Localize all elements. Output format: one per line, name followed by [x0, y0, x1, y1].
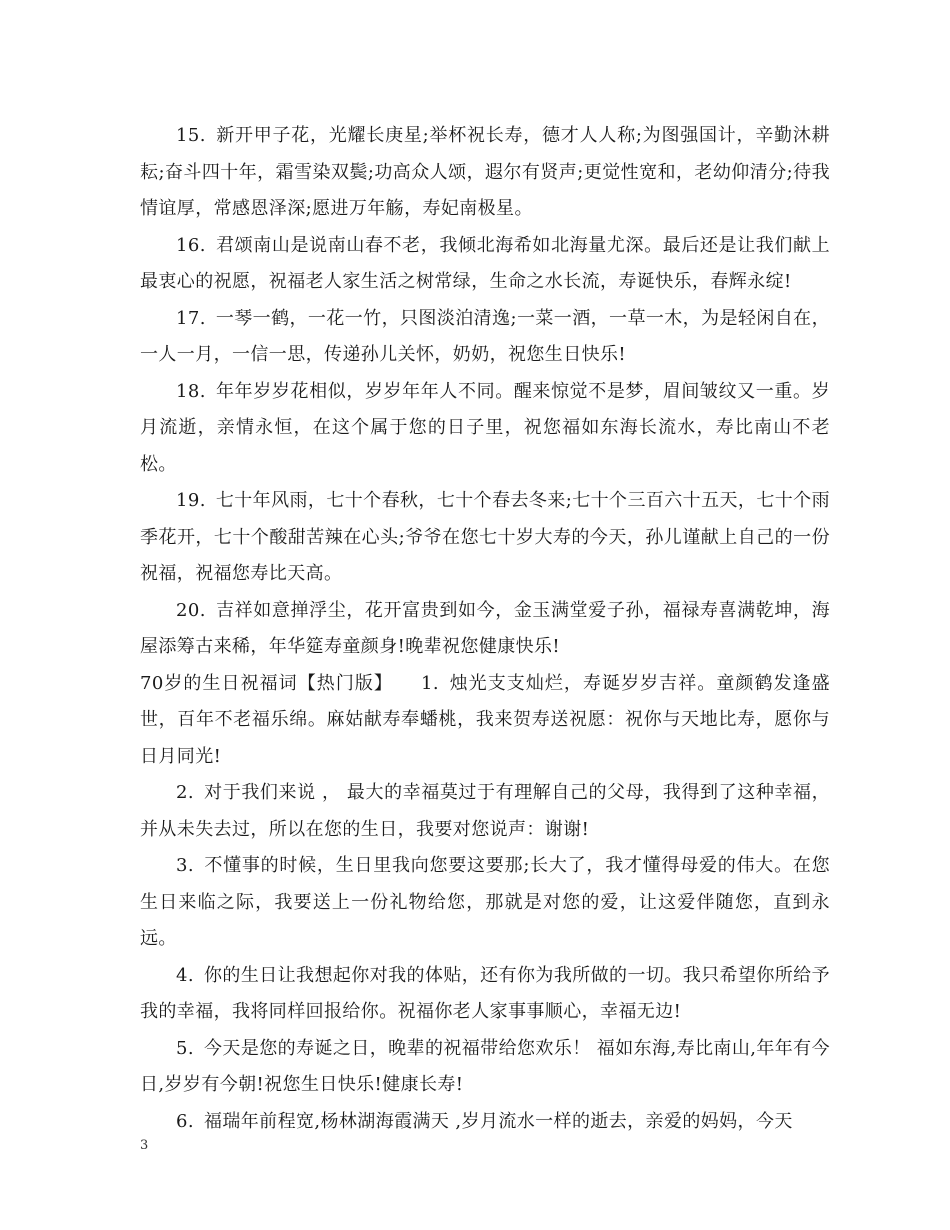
paragraph-17	[140, 301, 830, 374]
paragraph-4	[140, 958, 830, 1031]
paragraph-number: 17.	[176, 307, 206, 329]
paragraph-6	[140, 1104, 830, 1141]
paragraph-text: 你的生日让我想起你对我的体贴，还有你为我所做的一切。我只希望你所给予我的幸福，我将同样回报给你。祝福你老人家事事顺心，幸福无边!	[140, 964, 830, 1022]
section-heading: 70岁的生日祝福词【热门版】	[140, 672, 393, 694]
paragraph-number: 15.	[176, 125, 206, 146]
paragraph-number: 2.	[176, 782, 194, 803]
paragraph-text: 烛光支支灿烂，寿诞岁岁吉祥。童颜鹤发逢盛世，百年不老福乐绵。麻姑献寿奉蟠桃，我来贺寿送祝愿：祝你与天地比寿，愿你与日月同光!	[140, 672, 830, 767]
paragraph-number: 19.	[176, 490, 206, 511]
paragraph-number: 1.	[420, 672, 439, 694]
paragraph-text: 今天是您的寿诞之日，晚辈的祝福带给您欢乐！ 福如东海,寿比南山,年年有今日,岁岁有今朝!祝您生日快乐!健康长寿!	[140, 1037, 830, 1095]
paragraph-text: 新开甲子花，光耀长庚星;举杯祝长寿，德才人人称;为图强国计，辛勤沐耕耘;奋斗四十年，霜雪染双鬓;功高众人颂，遐尔有贤声;更觉性宽和，老幼仰清分;待我情谊厚，常感恩泽深;愿进万年觞，寿妃南极星。	[140, 125, 830, 219]
paragraph-2	[140, 775, 830, 848]
section-paragraph-1	[140, 666, 830, 776]
paragraph-text: 年年岁岁花相似，岁岁年年人不同。醒来惊觉不是梦，眉间皱纹又一重。岁月流逝，亲情永恒，在这个属于您的日子里，祝您福如东海长流水，寿比南山不老松。	[140, 380, 830, 475]
paragraph-number: 6.	[176, 1110, 194, 1132]
paragraph-20	[140, 593, 830, 666]
paragraph-text: 七十年风雨，七十个春秋，七十个春去冬来;七十个三百六十五天，七十个雨季花开，七十个酸甜苦辣在心头;爷爷在您七十岁大寿的今天，孙儿谨献上自己的一份祝福，祝福您寿比天高。	[140, 490, 830, 584]
paragraph-16	[140, 228, 830, 301]
page-number: 3	[140, 1138, 149, 1153]
paragraph-number: 4.	[176, 964, 194, 986]
paragraph-text: 一琴一鹤，一花一竹，只图淡泊清逸;一菜一酒，一草一木，为是轻闲自在，一人一月，一信一思，传递孙儿关怀，奶奶，祝您生日快乐!	[140, 307, 830, 365]
paragraph-number: 20.	[176, 599, 206, 621]
paragraph-text: 福瑞年前程宽,杨林湖海霞满天 ,岁月流水一样的逝去，亲爱的妈妈，今天	[203, 1110, 793, 1132]
paragraph-text: 不懂事的时候，生日里我向您要这要那;长大了，我才懂得母爱的伟大。在您生日来临之际，我要送上一份礼物给您，那就是对您的爱，让这爱伴随您，直到永远。	[140, 855, 830, 949]
paragraph-number: 16.	[176, 234, 206, 256]
paragraph-18	[140, 374, 830, 484]
paragraph-15	[140, 118, 830, 228]
paragraph-5	[140, 1031, 830, 1104]
paragraph-number: 3.	[176, 855, 194, 876]
paragraph-text: 君颂南山是说南山春不老，我倾北海希如北海量尤深。最后还是让我们献上最衷心的祝愿，祝福老人家生活之树常绿，生命之水长流，寿诞快乐，春辉永绽!	[140, 234, 830, 292]
paragraph-number: 18.	[176, 380, 206, 402]
paragraph-number: 5.	[176, 1037, 194, 1059]
paragraph-text: 吉祥如意掸浮尘，花开富贵到如今，金玉满堂爱子孙，福禄寿喜满乾坤，海屋添筹古来稀，年华筵寿童颜身!晚辈祝您健康快乐!	[140, 599, 830, 657]
document-body	[140, 118, 830, 1140]
paragraph-3	[140, 848, 830, 958]
paragraph-19	[140, 483, 830, 593]
paragraph-text: 对于我们来说 ， 最大的幸福莫过于有理解自己的父母，我得到了这种幸福，并从未失去过，所以在您的生日，我要对您说声：谢谢!	[140, 782, 830, 840]
